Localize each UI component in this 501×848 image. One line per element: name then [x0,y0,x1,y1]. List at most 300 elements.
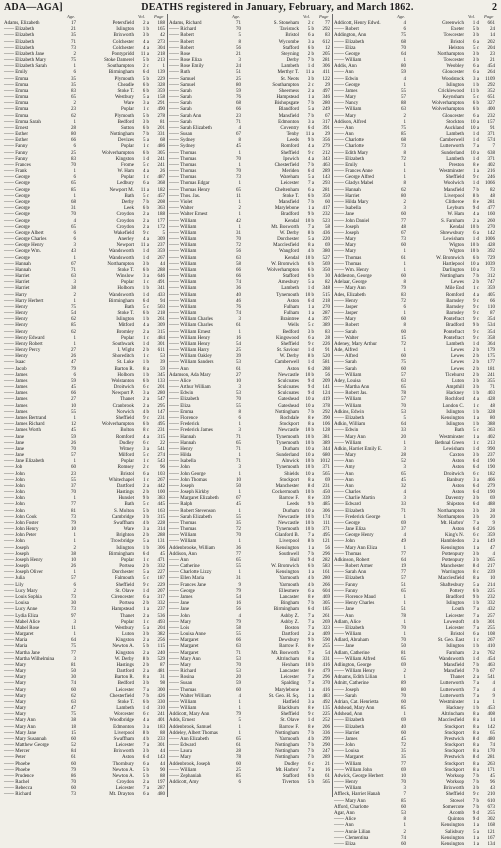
entry-district: Preston [449,162,464,168]
entry-district: Sheffield [445,792,464,798]
entry-age: 1 [403,175,406,181]
entry-page: 61 [325,773,330,779]
entry-volume: 1 c [143,107,149,113]
entry-district: Liverpool [114,730,134,736]
entry-volume: 8 b [307,354,314,360]
entry-volume: 1 b [142,372,149,378]
entry-name: —— Henry [4,329,28,335]
entry-district: Falmouth [114,576,134,582]
entry-name: Adlam, Alice [334,619,361,625]
entry-age: 66 [71,138,76,144]
entry-name: —— Ann [334,125,354,131]
entry-district: Ware [123,101,134,107]
entry-name: —— Elizabeth [4,27,35,33]
entry-volume: 8 c [143,428,149,434]
entry-name: Addis, Ann [334,64,357,70]
entry-volume: 5 a [308,237,314,243]
entry-page: 96 [160,465,165,471]
entry-district: Hull [290,557,299,563]
entry-district: Stoke T. [117,699,134,705]
entry-name: —— Ruth [169,70,190,76]
entry-name: —— John [4,508,25,514]
entry-age: 79 [71,767,76,773]
entry-name: —— James [169,594,193,600]
entry-district: Nottingham [275,755,299,761]
entry-page: 270 [322,304,330,310]
entry-page: 45 [160,551,165,557]
column-subhead-2 [169,14,331,20]
entry-page: 240 [157,650,165,656]
entry-name: —— George [4,193,30,199]
entry-age: 74 [236,280,241,286]
entry-name: —— William Henry [169,341,211,347]
entry-district: Pottenpury [442,551,464,557]
entry-age: 66 [236,107,241,113]
entry-district: Weobley [446,64,464,70]
entry-name: —— Walter [334,335,359,341]
entry-district: Mansfield [443,662,464,668]
entry-name: —— William [334,403,362,409]
entry-volume: 1 c [143,619,149,625]
entry-page: 165 [157,27,165,33]
entry-volume: 4 a [143,45,149,51]
entry-page: 22 [160,440,165,446]
entry-page: 4 [492,681,495,687]
entry-district: Barton R. [114,366,134,372]
entry-district: Lancaster [279,594,299,600]
entry-district: Edmonton [278,119,299,125]
entry-district: Barrow F. [279,644,299,650]
entry-name: —— Emily [4,70,28,76]
entry-name: —— Mary Ann [169,656,201,662]
entry-district: Barrow F. [279,496,299,502]
entry-age: 6 [73,70,76,76]
entry-volume: 11 b [470,88,479,94]
entry-name: —— Henry [4,323,28,329]
page-heading: Page [319,14,329,19]
entry-name: —— William [169,298,197,304]
entry-volume: 6 b [142,422,149,428]
entry-district: Hampstead [276,95,299,101]
entry-age: 45 [71,428,76,434]
entry-district: Mansfield [443,187,464,193]
entry-page: 1039 [485,261,495,267]
entry-age: 10 [236,477,241,483]
entry-age: 70 [236,27,241,33]
entry-name: —— William Henry [169,335,211,341]
entry-name: —— Mary Ann [4,718,36,724]
entry-name: —— Richard [169,669,197,675]
entry-name: —— Zephaniah [169,773,202,779]
entry-page: 445 [157,502,165,508]
entry-district: Petersfield [112,21,134,26]
entry-volume: 6 c [308,761,314,767]
entry-name: —— Margaret [169,638,199,644]
entry-age: 24 [236,64,241,70]
entry-name: —— Joseph [169,483,194,489]
entry-district: Islington [446,601,464,607]
entry-name: —— Emma [4,82,29,88]
entry-name: —— William [334,761,362,767]
register-entry [4,792,166,798]
entry-district: Durham [282,508,299,514]
entry-age: 85 [401,798,406,804]
entry-page: 81 [160,119,165,125]
entry-name: —— Rose Eliza [169,58,202,64]
entry-page: 279 [322,144,330,150]
vol-heading: Vol. [303,14,311,19]
entry-volume: 2 a [143,212,149,218]
entry-district: W. Derby [279,354,299,360]
entry-district: Thornbury [112,761,134,767]
entry-page: 190 [487,459,495,465]
entry-district: Swaffham [113,736,134,742]
entry-name: —— Clementina [334,835,369,841]
entry-district: Bradford [445,594,464,600]
entry-age: 9 [238,582,241,588]
entry-page: 183 [157,724,165,730]
register-entry [334,842,496,848]
entry-name: —— Richard [4,792,32,798]
entry-age: 73 [401,237,406,243]
entry-volume: 6 d [307,169,314,175]
entry-district: Hackney [446,706,464,712]
entry-name: —— Elizabeth Sarah [4,64,47,70]
entry-age: 20 [401,434,406,440]
entry-district: Dudley [119,440,134,446]
entry-volume: 7 b [472,773,479,779]
entry-volume: 7 b [307,755,314,761]
entry-district: Bethnal Green [434,440,464,446]
entry-page: 43 [490,786,495,792]
entry-district: Southwell [278,551,299,557]
entry-age: 67 [401,230,406,236]
entry-page: 304 [157,45,165,51]
entry-volume: 3 b [307,329,314,335]
entry-page: 201 [157,385,165,391]
entry-page: 98 [160,681,165,687]
entry-page: 274 [157,453,165,459]
entry-district: Leeds [287,502,299,508]
entry-page: 214 [487,582,495,588]
entry-page: 345 [157,372,165,378]
entry-name: —— James [4,391,28,397]
entry-page: 493 [157,619,165,625]
entry-page: 232 [322,212,330,218]
entry-name: —— Sarah Elizabeth [169,514,212,520]
entry-volume: 9 b [307,138,314,144]
entry-volume: 10 a [305,508,314,514]
entry-name: —— Lucy Mary [4,588,38,594]
entry-name: Adeney, Mary Arthur [334,341,377,347]
entry-volume: 1 a [143,607,149,613]
entry-volume: 1 d [142,156,149,162]
entry-district: Gateshead [278,403,299,409]
entry-age: 70 [236,156,241,162]
entry-volume: 1 d [472,138,479,144]
entry-volume: 8 a [473,730,479,736]
entry-district: Ampthill [445,385,464,391]
entry-name: —— Mabel Rose [4,625,40,631]
entry-district: Pontefract [443,329,464,335]
entry-age: 1 [73,533,76,539]
register-entry [169,780,331,786]
entry-page: 497 [322,88,330,94]
entry-name: —— Joseph Oliver [4,570,43,576]
entry-district: St. Neots [280,76,299,82]
entry-volume: 1 d [472,446,479,452]
entry-age: 88 [401,101,406,107]
entry-age: 1 [238,471,241,477]
entry-volume: 4 a [473,292,479,298]
entry-volume: 5 a [308,175,314,181]
entry-volume: 1 c [473,403,479,409]
entry-volume: 1 a [473,699,479,705]
entry-district: Brixworth [113,749,134,755]
entry-age: 2 [73,588,76,594]
entry-volume: 7 b [307,101,314,107]
entry-name: —— Fanny [334,582,358,588]
entry-name: —— Henry [334,298,358,304]
entry-volume: 5 b [142,773,149,779]
entry-age: 59 [71,378,76,384]
entry-district: Stockton [446,119,464,125]
entry-age: 74 [71,681,76,687]
entry-age: 28 [401,453,406,459]
entry-volume: 2 b [142,348,149,354]
entry-district: Clitheroe [445,199,464,205]
entry-name: —— James [4,385,28,391]
entry-volume: 5 c [143,453,149,459]
entry-volume: 1 a [308,304,314,310]
entry-volume: 7 a [473,693,479,699]
entry-page: 454 [487,64,495,70]
entry-name: —— Thos. Jas. [169,193,201,199]
entry-volume: 3 a [308,119,314,125]
entry-district: Exeter [450,27,464,33]
entry-age: 2 [238,206,241,212]
entry-page: 543 [157,459,165,465]
entry-page: 747 [487,280,495,286]
entry-name: —— William [334,58,362,64]
entry-name: —— William [169,255,197,261]
entry-name: —— Ann [169,557,189,563]
entry-name: —— George [334,51,360,57]
entry-age: 3 [73,280,76,286]
entry-age: 70 [71,780,76,786]
entry-name: Adamson, Ada Mary [169,372,211,378]
entry-volume: 8 a [308,477,314,483]
entry-page: 486 [157,144,165,150]
entry-age: 61 [236,366,241,372]
entry-district: Camberwell [439,138,464,144]
entry-page: 83 [325,329,330,335]
entry-page: 390 [322,416,330,421]
entry-page: 139 [157,70,165,76]
entry-district: Islington [446,409,464,415]
entry-name: —— Hannah [4,267,31,273]
entry-volume: 3 b [142,119,149,125]
page-heading: Page [154,14,164,19]
entry-name: —— William [334,372,362,378]
entry-page: 302 [487,817,495,823]
entry-name: —— William [334,632,362,638]
entry-name: —— George [4,224,30,230]
entry-name: —— Richard [169,27,197,33]
entry-district: Stoke T. [282,193,299,199]
entry-volume: 8 b [142,656,149,662]
entry-page: 492 [322,699,330,705]
entry-district: Altrincham [276,656,299,662]
entry-volume: 1 d [472,21,479,26]
entry-district: King's N. [445,533,464,539]
entry-district: Newcastle [278,520,299,526]
entry-page: 762 [487,650,495,656]
entry-district: Cranbrook [112,403,134,409]
entry-age: 1 [73,570,76,576]
entry-volume: 4 a [143,39,149,45]
entry-page: 82 [325,280,330,286]
entry-volume: 7 b [307,58,314,64]
entry-age: 65 [71,224,76,230]
entry-name: —— George Alfred [334,175,374,181]
entry-name: —— William [169,767,197,773]
entry-district: Bristol [450,632,464,638]
entry-district: Acomb [449,811,464,816]
entry-page: 339 [322,496,330,502]
entry-volume: 9 b [472,323,479,329]
entry-volume: 1 b [472,422,479,428]
entry-volume: 8 e [308,496,314,502]
entry-district: Stowel [450,798,464,804]
entry-age: 10 [71,527,76,533]
entry-district: Mt. Bosworth [271,650,299,656]
entry-volume: 3 b [472,551,479,557]
entry-district: Leek [124,206,134,212]
entry-age: 79 [71,366,76,372]
entry-name: Addicott, Mary Ann [169,712,210,718]
entry-page: 287 [322,311,330,317]
entry-age: 31 [71,206,76,212]
entry-district: Wakefield [113,230,134,236]
entry-district: Poplar [120,557,134,563]
entry-name: —— Emma [4,107,29,113]
entry-volume: 9 c [473,792,479,798]
entry-age: 50 [236,483,241,489]
entry-page: 364 [487,341,495,347]
entry-district: Islington [116,545,134,551]
entry-page: 281 [487,199,495,205]
entry-age: 1 [238,706,241,712]
entry-page: 314 [157,527,165,533]
entry-volume: 6 b [142,311,149,317]
entry-age: 1 [403,267,406,273]
entry-volume: 9 c [308,150,314,156]
entry-age: 79 [236,712,241,718]
entry-page: 218 [322,298,330,304]
entry-volume: 6 a [473,230,479,236]
entry-page: 232 [487,113,495,119]
entry-page: 94 [160,298,165,304]
entry-volume: 3 b [142,33,149,39]
entry-name: —— John Thomas [169,477,207,483]
entry-district: Liverpool [444,193,464,199]
entry-district: S. Molton [113,508,134,514]
entry-age: 27 [236,372,241,378]
entry-page: 581 [322,360,330,366]
entry-name: Adnams, Edith Lilian [334,675,378,681]
entry-district: Tiverton [281,780,299,786]
entry-age: 6 [73,175,76,181]
entry-name: —— Jane [169,601,190,607]
entry-district: Woolwich [443,181,464,187]
entry-volume: 3 b [472,496,479,502]
entry-name: —— Mary Ann [4,724,36,730]
entry-page: 332 [487,601,495,607]
entry-page: 309 [157,237,165,243]
entry-page: 491 [157,280,165,286]
entry-age: 48 [401,224,406,230]
entry-age: 7 [403,792,406,798]
entry-district: Lutterworth [440,687,464,693]
entry-page: 330 [157,699,165,705]
entry-name: —— Frederick George [334,514,381,520]
entry-volume: 2 b [472,360,479,366]
entry-page: 143 [322,175,330,181]
entry-volume: 7 b [307,749,314,755]
entry-name: —— Mary [4,662,27,668]
entry-age: 36 [236,286,241,292]
entry-name: —— Edith Mary [334,150,369,156]
entry-name: —— John Henry [4,527,39,533]
entry-name: —— Samuel [169,76,196,82]
entry-name: —— William [169,699,197,705]
entry-volume: 4 a [143,323,149,329]
entry-district: Rochford [445,397,464,403]
entry-age: 2 [403,199,406,205]
entry-volume: 1 c [143,477,149,483]
entry-age: 1 [403,712,406,718]
entry-name: Addenbrooke, William [169,545,215,551]
entry-page: 729 [487,255,495,261]
entry-district: Warrington [441,570,464,576]
entry-district: Croydon [116,212,134,218]
entry-age: 6 [73,230,76,236]
entry-name: —— John [4,539,25,545]
entry-district: Hastings [116,662,134,668]
entry-age: 73 [71,514,76,520]
entry-volume: 2 b [472,354,479,360]
entry-age: 51 [401,582,406,588]
entry-age: 33 [401,502,406,508]
entry-page: 48 [490,193,495,199]
entry-district: Merthyr T. [277,70,299,76]
entry-name: —— Mary Ann [334,286,366,292]
entry-page: 301 [157,341,165,347]
entry-volume: 8 b [307,230,314,236]
entry-page: 87 [160,662,165,668]
entry-volume: 8 e [308,724,314,730]
entry-age: 60 [236,761,241,767]
entry-volume: 4 a [308,317,314,323]
entry-page: 66 [490,298,495,304]
entry-volume: 6 d [142,551,149,557]
entry-district: Mt. Harbro' [275,767,299,773]
entry-page: 204 [487,45,495,51]
entry-page: 255 [487,625,495,631]
entry-name: —— Walter Ernest [169,212,208,218]
entry-volume: 8 a [473,761,479,767]
